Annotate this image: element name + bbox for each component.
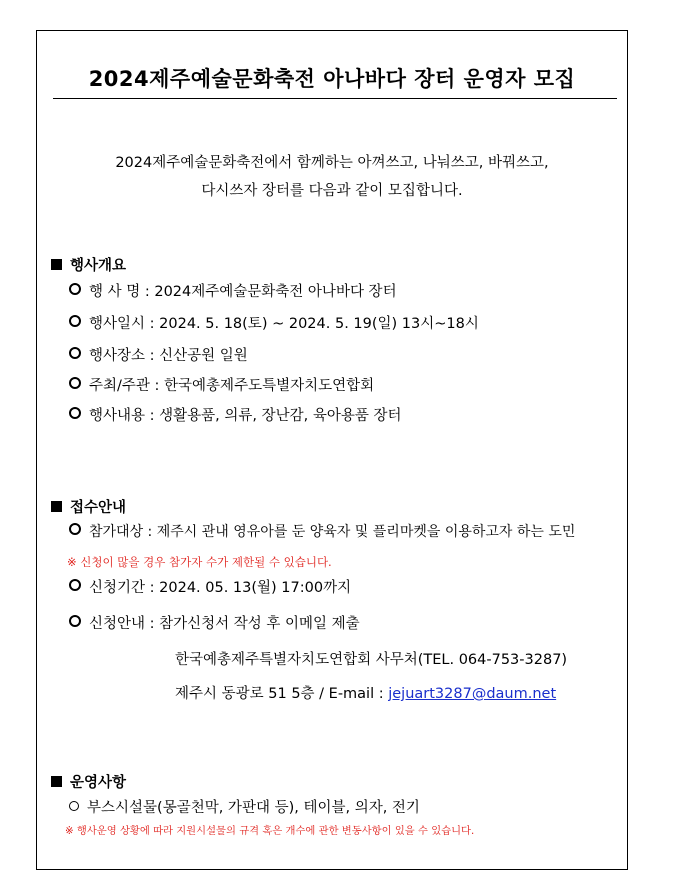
- overview-item-place: 행사장소 : 신산공원 일원: [69, 344, 248, 365]
- circle-bullet-icon: [69, 377, 81, 389]
- circle-bullet-icon: [69, 283, 81, 295]
- intro-line-2: 다시쓰자 장터를 다음과 같이 모집합니다.: [201, 183, 463, 199]
- operation-item: [69, 796, 420, 817]
- overview-item-content: 행사내용 : 생활용품, 의류, 장난감, 육아용품 장터: [69, 404, 402, 425]
- square-bullet-icon: [51, 776, 62, 787]
- item-label: 주최/주관: [89, 378, 150, 394]
- reception-item-period: 신청기간 : 2024. 05. 13(월) 17:00까지: [69, 576, 351, 597]
- page-title: 2024제주예술문화축전 아나바다 장터 운영자 모집: [88, 67, 576, 91]
- overview-item-datetime: 행사일시 : 2024. 5. 18(토) ~ 2024. 5. 19(일) 13시~18시: [69, 312, 479, 333]
- item-value: 참가신청서 작성 후 이메일 제출: [159, 616, 360, 632]
- section-operation-label: 운영사항: [70, 775, 127, 791]
- reception-item-target: 참가대상 : 제주시 관내 영유아를 둔 양육자 및 플리마켓을 이용하고자 하는 도민: [69, 521, 575, 541]
- circle-bullet-icon: [69, 315, 81, 327]
- circle-bullet-icon: [69, 407, 81, 419]
- section-reception-label: 접수안내: [70, 500, 127, 516]
- reception-item-guide: 신청안내 : 참가신청서 작성 후 이메일 제출: [69, 612, 360, 633]
- reception-note: ※ 신청이 많을 경우 참가자 수가 제한될 수 있습니다.: [67, 555, 332, 569]
- section-reception-heading: [51, 496, 126, 517]
- intro-line-1: 2024제주예술문화축전에서 함께하는 아껴쓰고, 나눠쓰고, 바꿔쓰고,: [115, 155, 549, 171]
- title-underline: [53, 98, 617, 99]
- item-value: 제주시 관내 영유아를 둔 양육자 및 플리마켓을 이용하고자 하는 도민: [156, 524, 576, 540]
- reception-guide-address: [175, 682, 556, 703]
- address-text: 제주시 동광로 51 5층 / E-mail :: [175, 686, 384, 702]
- item-label: 행 사 명: [89, 284, 141, 300]
- circle-bullet-icon: [69, 801, 79, 811]
- item-value: 신산공원 일원: [159, 348, 248, 364]
- item-value: 한국예총제주도특별자치도연합회: [164, 378, 375, 394]
- overview-item-host: 주최/주관 : 한국예총제주도특별자치도연합회: [69, 374, 374, 395]
- item-label: 참가대상: [89, 524, 144, 540]
- item-label: 행사내용: [89, 408, 146, 424]
- email-link[interactable]: jejuart3287@daum.net: [388, 686, 557, 702]
- item-value: 2024제주예술문화축전 아나바다 장터: [154, 284, 397, 300]
- item-value: 2024. 5. 18(토) ~ 2024. 5. 19(일) 13시~18시: [159, 316, 479, 332]
- square-bullet-icon: [51, 501, 62, 512]
- document-frame: [36, 30, 628, 870]
- circle-bullet-icon: [69, 615, 81, 627]
- reception-guide-org: 한국예총제주특별자치도연합회 사무처(TEL. 064-753-3287): [175, 652, 568, 668]
- square-bullet-icon: [51, 259, 62, 270]
- intro-text: [37, 149, 627, 205]
- item-value: 생활용품, 의류, 장난감, 육아용품 장터: [159, 408, 402, 424]
- circle-bullet-icon: [69, 523, 81, 535]
- section-overview-label: 행사개요: [70, 258, 127, 274]
- item-label: 행사일시: [89, 316, 146, 332]
- overview-item-name: 행 사 명 : 2024제주예술문화축전 아나바다 장터: [69, 280, 397, 301]
- circle-bullet-icon: [69, 347, 81, 359]
- item-label: 신청기간: [89, 580, 146, 596]
- item-value: 2024. 05. 13(월) 17:00까지: [159, 580, 352, 596]
- item-label: 신청안내: [89, 616, 146, 632]
- section-operation-heading: [51, 771, 126, 792]
- circle-bullet-icon: [69, 579, 81, 591]
- operation-note: ※ 행사운영 상황에 따라 지원시설물의 규격 혹은 개수에 관한 변동사항이 있을 수 있습니다.: [65, 825, 475, 837]
- item-value: 부스시설물(몽골천막, 가판대 등), 테이블, 의자, 전기: [87, 800, 420, 816]
- section-overview-heading: [51, 254, 126, 275]
- item-label: 행사장소: [89, 348, 146, 364]
